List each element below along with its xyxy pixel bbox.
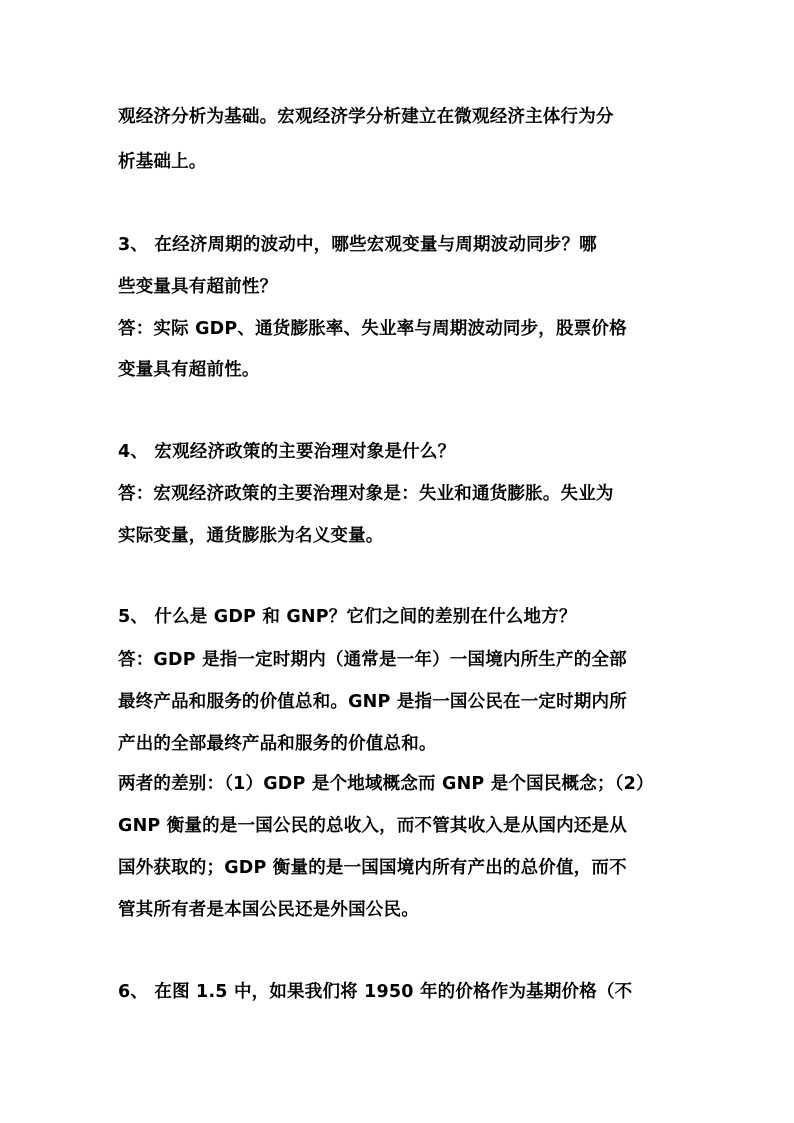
difference-line: 管其所有者是本国公民还是外国公民。 — [118, 900, 419, 920]
difference-line: 国外获取的；GDP 衡量的是一国国境内所有产出的总价值，而不 — [118, 858, 627, 878]
question-3-line: 些变量具有超前性？ — [118, 277, 278, 297]
answer-5-line: 产出的全部最终产品和服务的价值总和。 — [118, 734, 437, 754]
text-line: 析基础上。 — [118, 152, 207, 172]
text-line: 观经济分析为基础。宏观经济学分析建立在微观经济主体行为分 — [118, 107, 614, 127]
answer-3-line: 答：实际 GDP、通货膨胀率、失业率与周期波动同步，股票价格 — [118, 319, 627, 339]
question-5-line: 5、 什么是 GDP 和 GNP？它们之间的差别在什么地方？ — [118, 607, 577, 627]
question-3-line: 3、 在经济周期的波动中，哪些宏观变量与周期波动同步？哪 — [118, 235, 597, 255]
question-6-line: 6、 在图 1.5 中，如果我们将 1950 年的价格作为基期价格（不 — [118, 982, 633, 1002]
answer-5-line: 最终产品和服务的价值总和。GNP 是指一国公民在一定时期内所 — [118, 692, 627, 712]
answer-3-line: 变量具有超前性。 — [118, 360, 260, 380]
answer-4-line: 实际变量，通货膨胀为名义变量。 — [118, 526, 384, 546]
question-4-line: 4、 宏观经济政策的主要治理对象是什么？ — [118, 442, 456, 462]
answer-4-line: 答：宏观经济政策的主要治理对象是：失业和通货膨胀。失业为 — [118, 484, 614, 504]
difference-line: GNP 衡量的是一国公民的总收入，而不管其收入是从国内还是从 — [118, 816, 627, 836]
difference-line: 两者的差别：（1）GDP 是个地域概念而 GNP 是个国民概念；（2） — [118, 774, 654, 794]
answer-5-line: 答：GDP 是指一定时期内（通常是一年）一国境内所生产的全部 — [118, 650, 627, 670]
